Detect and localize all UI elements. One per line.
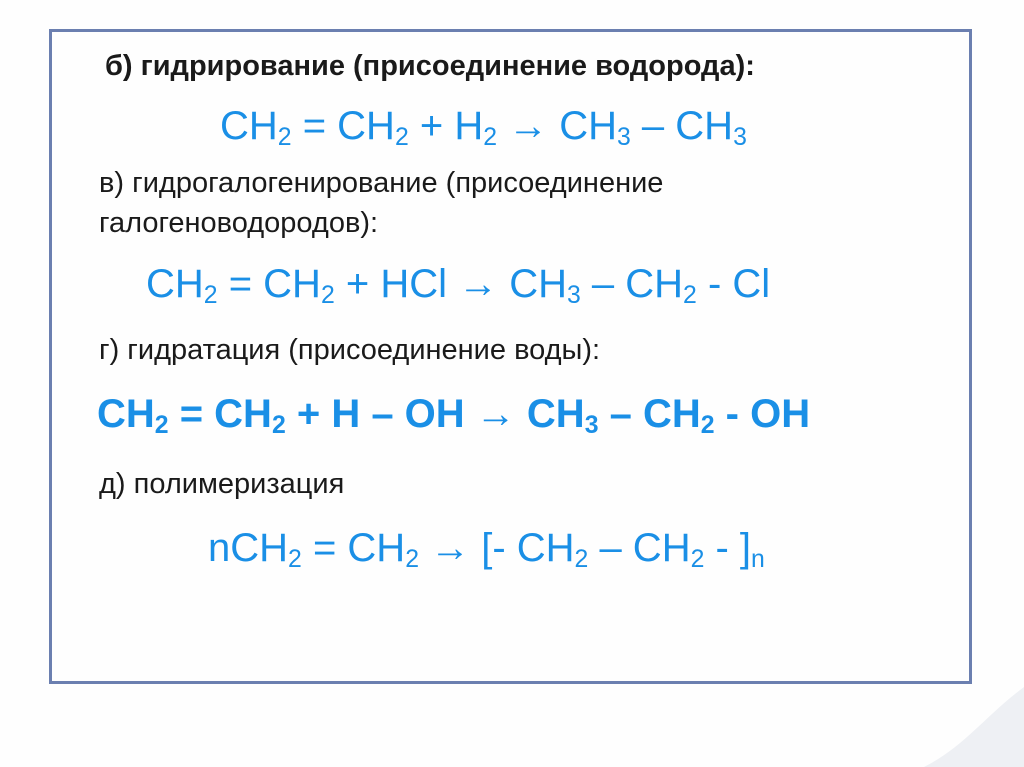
subscript: 3 [584, 412, 599, 440]
subscript: 3 [617, 124, 631, 152]
label-polymerization: д) полимеризация [99, 468, 345, 500]
subscript: 2 [700, 412, 715, 440]
subscript: 2 [271, 412, 286, 440]
equation-text: - ] [704, 526, 752, 570]
subscript: 2 [277, 124, 292, 152]
subscript: 2 [690, 546, 705, 574]
equation-text: – CH [588, 526, 691, 570]
subscript: 2 [483, 124, 498, 152]
subscript: 2 [320, 282, 335, 310]
equation-text: = CH [291, 104, 395, 148]
label-hydration: г) гидратация (присоединение воды): [99, 334, 601, 366]
equation-text: → [- CH [418, 526, 575, 570]
subscript: 2 [394, 124, 409, 152]
subscript: 2 [405, 546, 419, 574]
equation-text: + H [408, 104, 484, 148]
subscript: n [751, 546, 765, 574]
subscript: 2 [574, 546, 589, 574]
subscript: 3 [566, 282, 581, 310]
equation-hydrohalogenation [146, 262, 771, 310]
equation-text: = CH [168, 392, 272, 436]
equation-text: CH [146, 262, 204, 306]
equation-text: → CH [497, 104, 618, 148]
equation-hydration [97, 392, 811, 440]
equation-text: = CH [301, 526, 406, 570]
label-hydrohalogenation-line1: в) гидрогалогенирование (присоединение [99, 167, 664, 199]
equation-text: - OH [714, 392, 811, 436]
heading-hydrogenation: б) гидрирование (присоединение водорода): [105, 50, 755, 82]
label-hydrohalogenation-line2: галогеноводородов): [99, 207, 379, 239]
equation-text: nCH [208, 526, 289, 570]
equation-text: + H – OH → CH [285, 392, 585, 436]
equation-text: + HCl → CH [334, 262, 567, 306]
subscript: 2 [203, 282, 218, 310]
equation-text: – CH [630, 104, 734, 148]
equation-text: – CH [598, 392, 701, 436]
equation-text: CH [97, 392, 155, 436]
equation-text: – CH [580, 262, 684, 306]
equation-polymerization [208, 526, 765, 574]
subscript: 2 [683, 282, 697, 310]
subscript: 3 [733, 124, 747, 152]
equation-text: = CH [217, 262, 321, 306]
subscript: 2 [154, 412, 169, 440]
equation-text: - Cl [696, 262, 771, 306]
equation-hydrogenation [220, 104, 747, 152]
equation-text: CH [220, 104, 278, 148]
subscript: 2 [288, 546, 302, 574]
